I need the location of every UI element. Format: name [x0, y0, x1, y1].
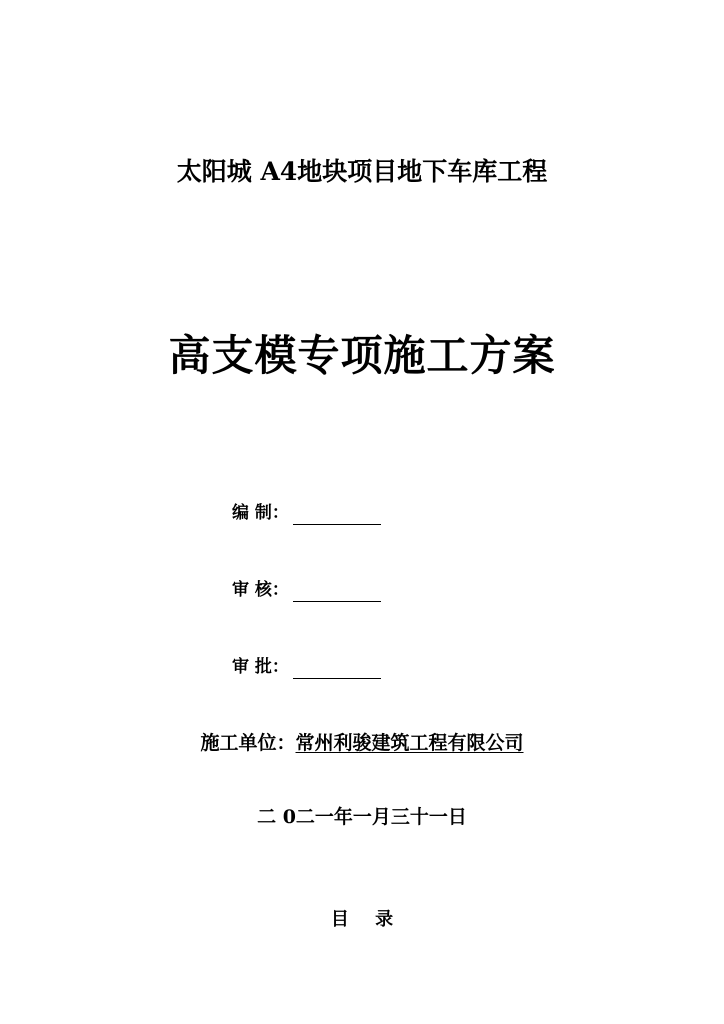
signature-label-compiled: 编 制： [232, 503, 289, 523]
document-date: 二 0二一年一月三十一日 [257, 806, 467, 828]
signature-row-approved [232, 655, 381, 679]
signature-line-reviewed [293, 583, 381, 602]
project-title: 太阳城 A4地块项目地下车库工程 [176, 157, 548, 186]
signature-label-approved: 审 批： [232, 657, 289, 677]
construction-unit-label: 施工单位： [200, 732, 296, 754]
construction-unit [0, 730, 724, 756]
main-title: 高支模专项施工方案 [168, 331, 556, 380]
signature-row-reviewed [232, 578, 381, 602]
construction-unit-name: 常州利骏建筑工程有限公司 [295, 732, 524, 754]
signature-line-compiled [293, 506, 381, 525]
signature-line-approved [293, 660, 381, 679]
signature-label-reviewed: 审 核： [232, 580, 289, 600]
signature-row-compiled [232, 501, 381, 525]
toc-heading: 目 录 [330, 909, 404, 930]
